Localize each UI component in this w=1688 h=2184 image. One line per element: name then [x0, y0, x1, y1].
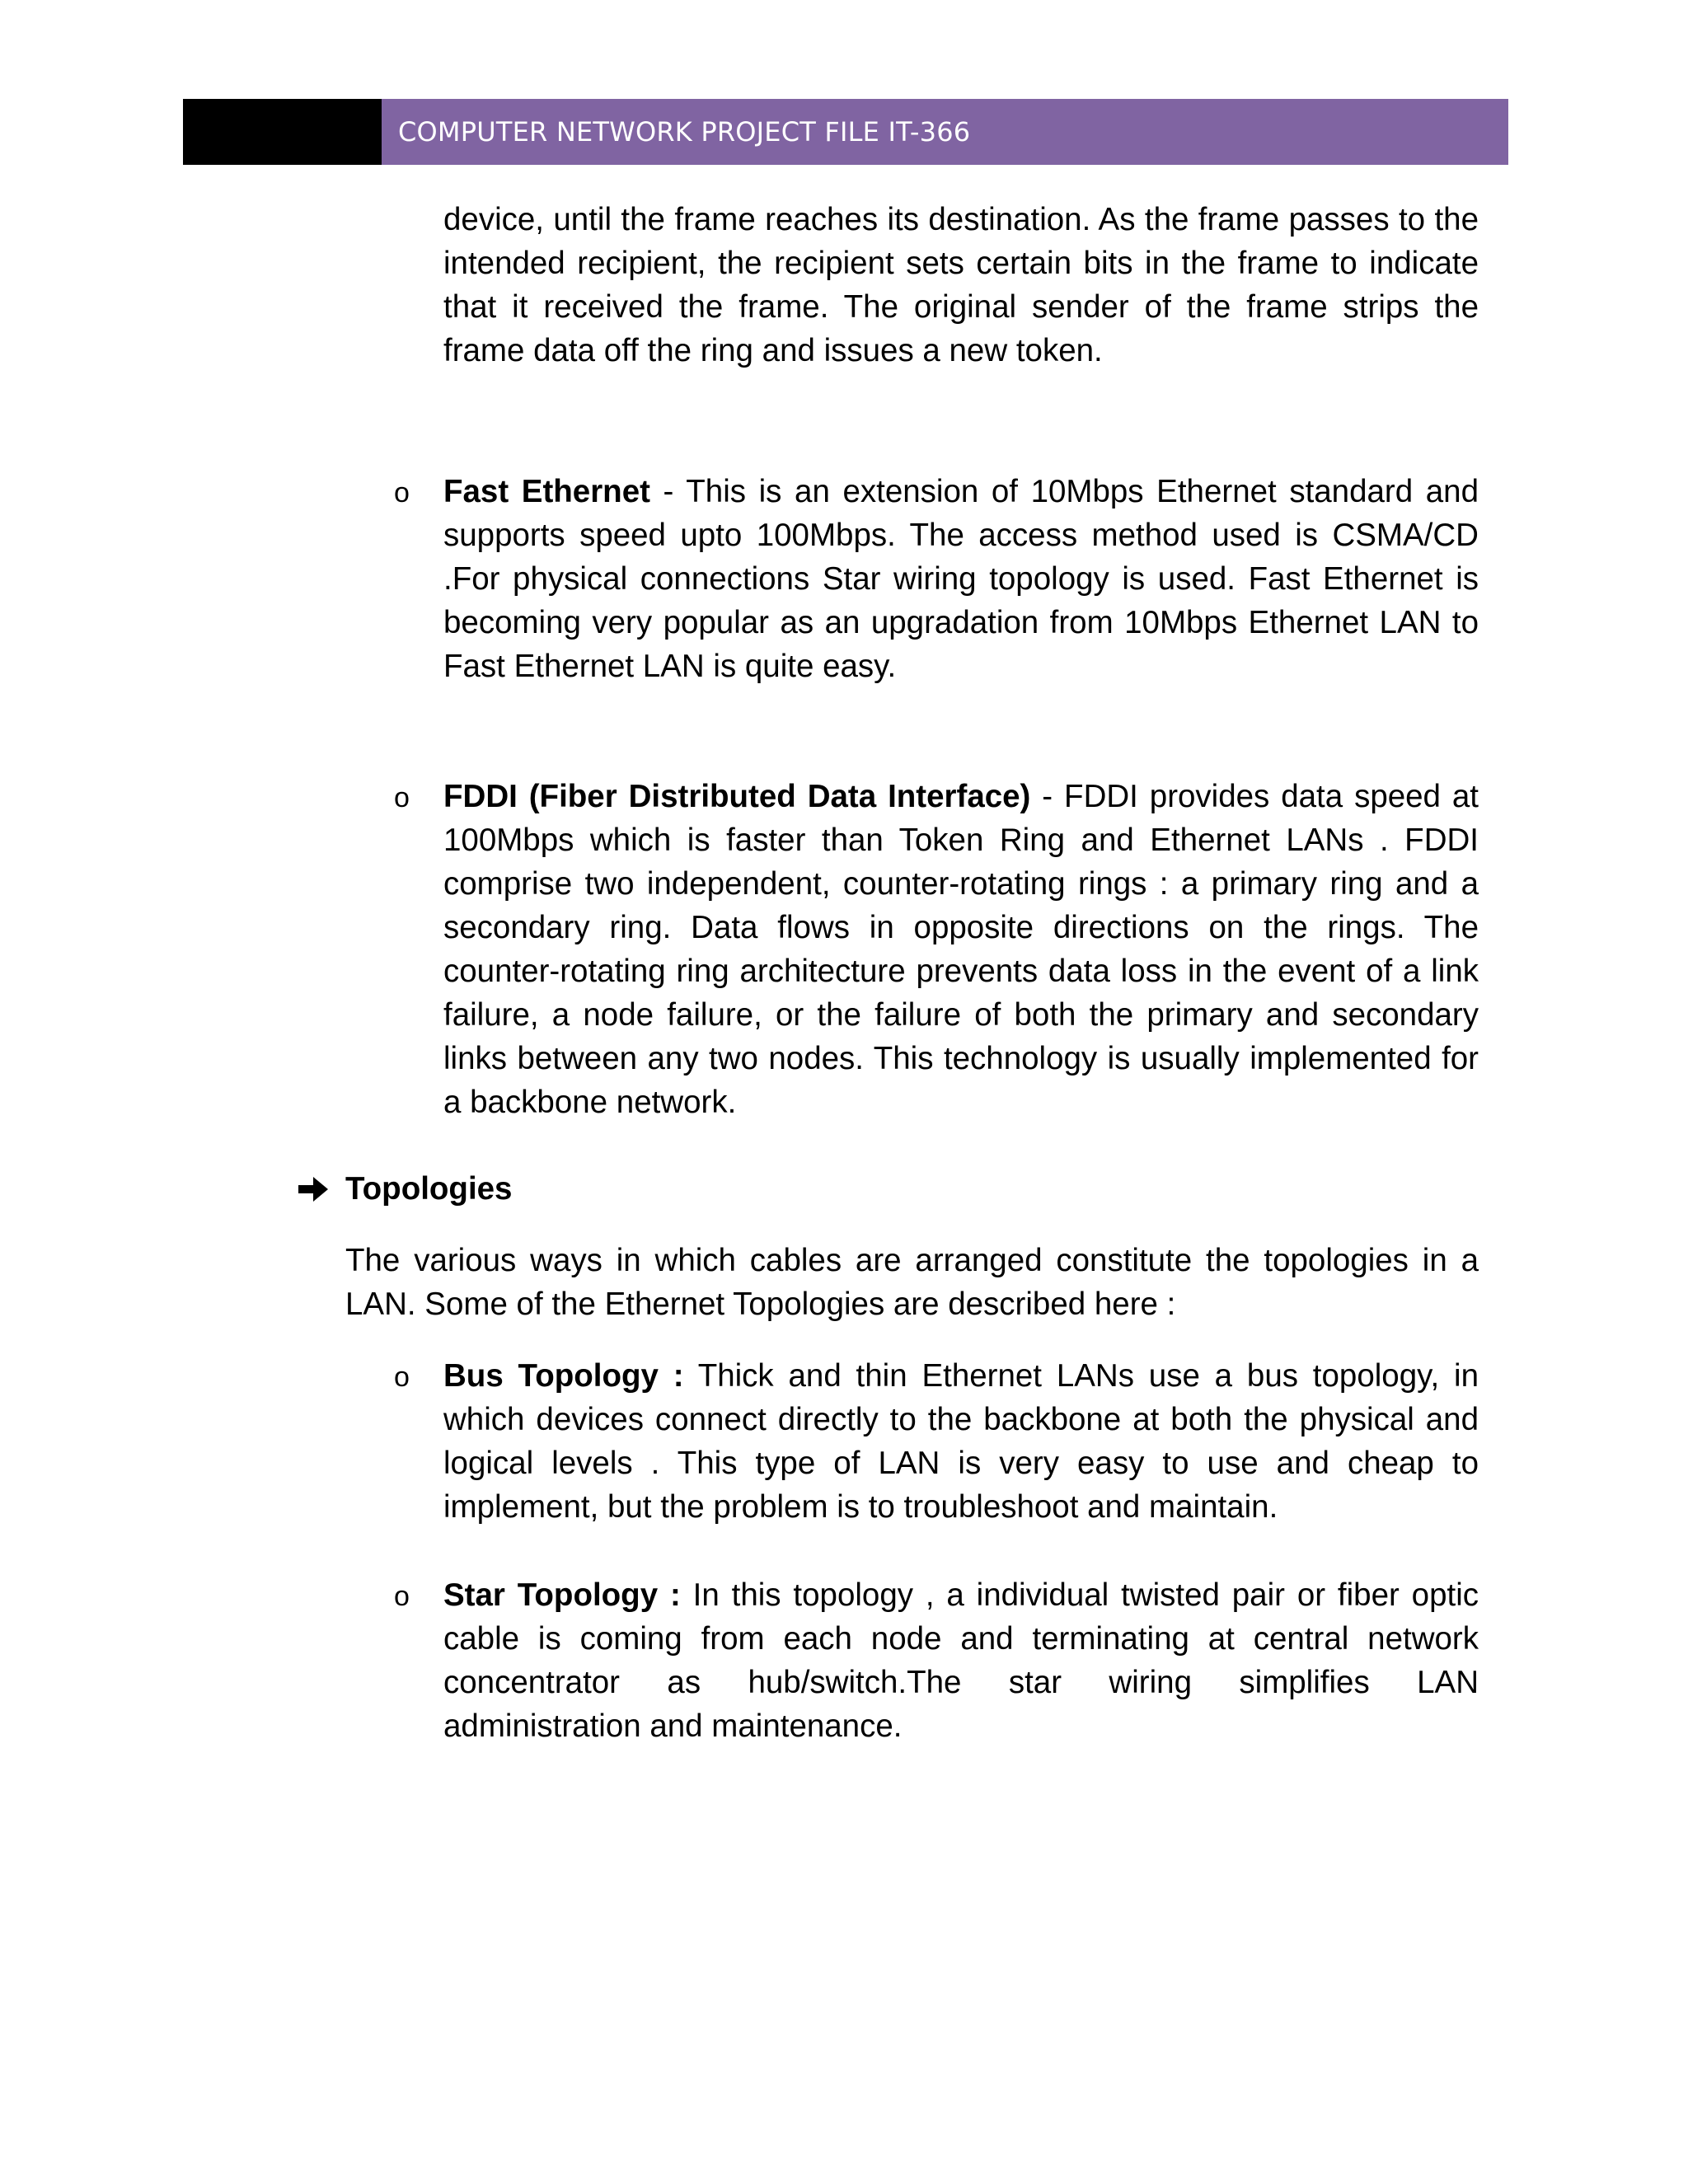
fast-ethernet-term: Fast Ethernet	[443, 474, 650, 509]
bus-topology-text: Thick and thin Ethernet LANs use a bus topology, in which devices connect directly to the backbone at both the physical and logical levels . This type of LAN is very easy to use and cheap to implement, but the problem is to troubleshoot and maintain.	[443, 1358, 1479, 1525]
star-topology-text: In this topology , a individual twisted pair or fiber optic cable is coming from each node and terminating at central network concentrator as hub/switch.The star wiring simplifies LAN	[443, 1577, 1479, 1700]
fddi-term: FDDI (Fiber Distributed Data Interface)	[443, 779, 1031, 814]
star-topology-text-end: administration and maintenance.	[443, 1708, 903, 1744]
fddi-separator: -	[1030, 779, 1065, 814]
header-title: COMPUTER NETWORK PROJECT FILE IT-366	[382, 99, 1508, 165]
arrow-right-icon	[297, 1173, 330, 1206]
bus-topology-item	[443, 1354, 1479, 1529]
list-bullet: o	[394, 782, 410, 813]
topologies-intro: The various ways in which cables are arranged constitute the topologies in a LAN. Some of the Ethernet Topologies are described here :	[345, 1243, 1479, 1322]
list-bullet: o	[394, 1361, 410, 1393]
fast-ethernet-text: This is an extension of 10Mbps Ethernet standard and supports speed upto 100Mbps. The access method used is CSMA/CD .For physical connections Star wiring topology is used. Fast Ethernet is becoming very popular as an upgradation from 10Mbps Ethernet LAN to Fast Ethernet LAN is quite easy.	[443, 474, 1479, 684]
page-header	[183, 99, 1508, 165]
fast-ethernet-separator: -	[649, 474, 687, 509]
fddi-item	[443, 775, 1479, 1124]
bus-topology-term: Bus Topology :	[443, 1358, 684, 1394]
star-topology-term: Star Topology :	[443, 1577, 681, 1613]
topologies-heading: Topologies	[345, 1171, 513, 1207]
list-bullet: o	[394, 1581, 410, 1612]
fddi-text: FDDI provides data speed at 100Mbps which is faster than Token Ring and Ethernet LANs . FDDI comprise two independent, counter-rotating rings : a primary ring and a secondary ring. Data flows in opposite directions on the rings. The counter-rotating ring architecture prevents data loss in the event of a link failure, a node failure, or the failure of both the primary and secondary links between any two nodes. This technology is usually implemented for a backbone network.	[443, 779, 1479, 1120]
fast-ethernet-item	[443, 470, 1479, 688]
star-topology-item	[443, 1573, 1479, 1704]
list-bullet: o	[394, 477, 410, 509]
token-ring-continuation: device, until the frame reaches its destination. As the frame passes to the intended recipient, the recipient sets certain bits in the frame to indicate that it received the frame. The original sender of the frame strips the frame data off the ring and issues a new token.	[443, 202, 1479, 368]
header-black-block	[183, 99, 382, 165]
